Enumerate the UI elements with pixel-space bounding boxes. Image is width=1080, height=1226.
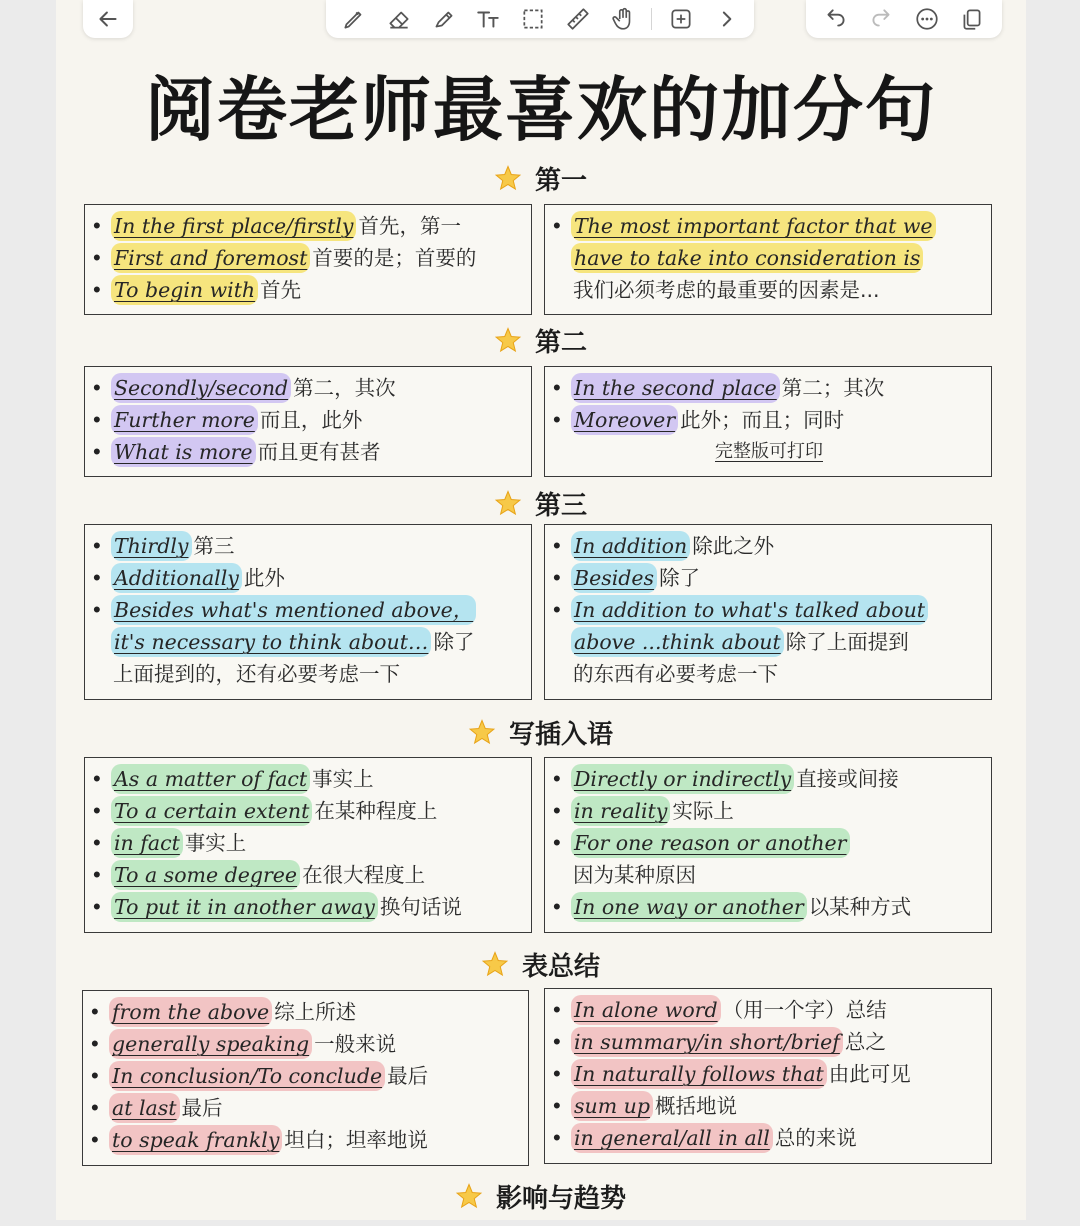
english-phrase: To put it in another away [111, 892, 378, 922]
phrase-line: • To a certain extent 在某种程度上 [93, 796, 523, 828]
phrase-line: • Thirdly 第三 [93, 531, 523, 563]
english-phrase: In the second place [571, 373, 780, 403]
phrase-line: • to speak frankly 坦白；坦率地说 [91, 1125, 520, 1157]
english-phrase: Thirdly [111, 531, 192, 561]
chinese-meaning: 首先，第一 [358, 214, 461, 238]
chinese-meaning: 此外；而且；同时 [680, 408, 845, 432]
phrase-line: • In addition 除此之外 [553, 531, 983, 563]
chinese-meaning: 因为某种原因 [573, 863, 696, 887]
english-phrase: In alone word [571, 995, 721, 1025]
chinese-meaning: 首要的是；首要的 [312, 246, 477, 270]
english-phrase: it's necessary to think about… [111, 627, 431, 657]
chinese-meaning: 除了 [433, 630, 475, 654]
phrase-line: • The most important factor that we [553, 211, 983, 243]
section-heading [0, 946, 1080, 983]
chinese-meaning: 而且，此外 [259, 408, 363, 432]
chinese-meaning: 总的来说 [774, 1126, 857, 1150]
english-phrase: To a some degree [111, 860, 300, 890]
phrase-box [544, 988, 992, 1164]
section-heading [0, 160, 1080, 197]
english-phrase: Further more [111, 405, 258, 435]
undo-icon[interactable] [820, 3, 852, 35]
phrase-line: • As a matter of fact 事实上 [93, 764, 523, 796]
phrase-line [553, 860, 983, 892]
chinese-meaning: 事实上 [184, 831, 247, 855]
phrase-line: • in reality 实际上 [553, 796, 983, 828]
english-phrase: above ...think about [571, 627, 784, 657]
eraser-icon[interactable] [383, 3, 415, 35]
phrase-box [82, 990, 529, 1166]
phrase-line: • generally speaking 一般来说 [91, 1029, 520, 1061]
chinese-meaning: 在某种程度上 [314, 799, 438, 823]
english-phrase: To a certain extent [111, 796, 312, 826]
english-phrase: First and foremost [111, 243, 310, 273]
chinese-meaning: 第二；其次 [781, 376, 885, 400]
section-heading [0, 322, 1080, 359]
english-phrase: generally speaking [109, 1029, 312, 1059]
phrase-line [553, 243, 983, 275]
section-title: 写插入语 [508, 720, 613, 750]
phrase-line: • in fact 事实上 [93, 828, 523, 860]
phrase-line: • For one reason or another [553, 828, 983, 860]
arrow-left-icon[interactable] [92, 3, 124, 35]
english-phrase: In conclusion/To conclude [109, 1061, 385, 1091]
page-title: 阅卷老师最喜欢的加分句 [145, 69, 937, 151]
phrase-line: • Directly or indirectly 直接或间接 [553, 764, 983, 796]
phrase-line: • Besides what's mentioned above， [93, 595, 523, 627]
phrase-box [84, 366, 532, 477]
section-title: 第二 [534, 328, 587, 358]
star-icon [454, 1182, 484, 1212]
phrase-line: • In addition to what's talked about [553, 595, 983, 627]
redo-icon[interactable] [865, 3, 897, 35]
print-note-text: 完整版可打印 [715, 441, 823, 462]
chinese-meaning: 直接或间接 [796, 767, 899, 791]
lasso-icon[interactable] [517, 3, 549, 35]
pen-icon[interactable] [338, 3, 370, 35]
english-phrase: The most important factor that we [571, 211, 936, 241]
phrase-line [93, 627, 523, 659]
sticker-icon[interactable] [665, 3, 697, 35]
english-phrase: In the first place/firstly [111, 211, 356, 241]
section-title: 表总结 [521, 952, 600, 982]
text-icon[interactable] [472, 3, 504, 35]
english-phrase: What is more [111, 437, 256, 467]
chinese-meaning: 的东西有必要考虑一下 [573, 662, 778, 686]
copy-icon[interactable] [956, 3, 988, 35]
chinese-meaning: 除了 [659, 566, 701, 590]
actions-toolbar [806, 0, 1002, 38]
english-phrase: Secondly/second [111, 373, 291, 403]
chinese-meaning: 第三 [193, 534, 235, 558]
phrase-box [84, 524, 532, 700]
chevron-right-icon[interactable] [710, 3, 742, 35]
highlighter-icon[interactable] [428, 3, 460, 35]
phrase-line: • in general/all in all 总的来说 [553, 1123, 983, 1155]
chinese-meaning: 由此可见 [828, 1062, 911, 1086]
star-icon [493, 164, 523, 194]
chinese-meaning: 除了上面提到 [785, 630, 909, 654]
phrase-line: • To a some degree 在很大程度上 [93, 860, 523, 892]
phrase-line: • In alone word （用一个字）总结 [553, 995, 983, 1027]
chinese-meaning: 以某种方式 [808, 895, 912, 919]
hand-pointer-icon[interactable] [607, 3, 639, 35]
phrase-line: • In naturally follows that 由此可见 [553, 1059, 983, 1091]
english-phrase: in general/all in all [571, 1123, 773, 1153]
section-title: 第一 [534, 166, 587, 196]
phrase-line [553, 275, 983, 307]
english-phrase: sum up [571, 1091, 653, 1121]
chinese-meaning: 而且更有甚者 [257, 440, 381, 464]
star-icon [493, 489, 523, 519]
ruler-icon[interactable] [562, 3, 594, 35]
phrase-line: • Moreover 此外；而且；同时 [553, 405, 983, 437]
star-icon [480, 950, 510, 980]
phrase-line: • First and foremost 首要的是；首要的 [93, 243, 523, 275]
phrase-line [553, 627, 983, 659]
phrase-line: • in summary/in short/brief 总之 [553, 1027, 983, 1059]
chinese-meaning: 坦白；坦率地说 [284, 1128, 428, 1152]
print-note [553, 437, 983, 469]
chinese-meaning: 概括地说 [655, 1094, 738, 1118]
english-phrase: in reality [571, 796, 670, 826]
phrase-line: • In the first place/firstly 首先，第一 [93, 211, 523, 243]
english-phrase: Besides [571, 563, 657, 593]
phrase-box [544, 757, 992, 933]
english-phrase: In addition [571, 531, 690, 561]
chinese-meaning: 上面提到的，还有必要考虑一下 [113, 662, 400, 686]
english-phrase: from the above [109, 997, 272, 1027]
chinese-meaning: 一般来说 [314, 1032, 397, 1056]
phrase-line: • from the above 综上所述 [91, 997, 520, 1029]
star-icon [493, 326, 523, 356]
star-icon [467, 718, 497, 748]
chinese-meaning: 首先 [260, 278, 302, 302]
phrase-line: • In one way or another 以某种方式 [553, 892, 983, 924]
phrase-line: • What is more 而且更有甚者 [93, 437, 523, 469]
english-phrase: have to take into consideration is [571, 243, 923, 273]
phrase-line: • at last 最后 [91, 1093, 520, 1125]
english-phrase: Additionally [111, 563, 242, 593]
section-title: 第三 [534, 491, 587, 521]
english-phrase: In naturally follows that [571, 1059, 827, 1089]
chinese-meaning: 第二，其次 [293, 376, 396, 400]
section-heading [0, 485, 1080, 522]
phrase-box [544, 524, 992, 700]
chinese-meaning: 除此之外 [692, 534, 775, 558]
phrase-line: • Besides 除了 [553, 563, 983, 595]
english-phrase: To begin with [111, 275, 258, 305]
section-title: 影响与趋势 [495, 1184, 626, 1214]
english-phrase: For one reason or another [571, 828, 850, 858]
chinese-meaning: 总之 [844, 1030, 886, 1054]
chinese-meaning: 我们必须考虑的最重要的因素是... [573, 278, 880, 302]
english-phrase: to speak frankly [109, 1125, 282, 1155]
english-phrase: in summary/in short/brief [571, 1027, 843, 1057]
chinese-meaning: 换句话说 [379, 895, 462, 919]
tools-toolbar [326, 0, 754, 38]
phrase-line: • To begin with 首先 [93, 275, 523, 307]
phrase-line: • sum up 概括地说 [553, 1091, 983, 1123]
chinese-meaning: 最后 [181, 1096, 223, 1120]
english-phrase: As a matter of fact [111, 764, 310, 794]
phrase-box [84, 757, 532, 933]
english-phrase: In addition to what's talked about [571, 595, 928, 625]
phrase-line: • In conclusion/To conclude 最后 [91, 1061, 520, 1093]
chinese-meaning: 综上所述 [274, 1000, 357, 1024]
chinese-meaning: 实际上 [672, 799, 734, 823]
chinese-meaning: 此外 [243, 566, 285, 590]
english-phrase: Besides what's mentioned above， [111, 595, 476, 625]
phrase-line: • To put it in another away 换句话说 [93, 892, 523, 924]
english-phrase: Directly or indirectly [571, 764, 794, 794]
back-toolbar [83, 0, 133, 38]
phrase-line [553, 659, 983, 691]
chinese-meaning: 最后 [387, 1064, 429, 1088]
phrase-box [84, 204, 532, 315]
toolbar-divider [651, 8, 652, 30]
phrase-line: • In the second place 第二；其次 [553, 373, 983, 405]
phrase-box [544, 366, 992, 477]
more-icon[interactable] [911, 3, 943, 35]
phrase-line [93, 659, 523, 691]
chinese-meaning: 在很大程度上 [302, 863, 426, 887]
english-phrase: at last [109, 1093, 180, 1123]
english-phrase: Moreover [571, 405, 678, 435]
phrase-line: • Further more 而且，此外 [93, 405, 523, 437]
phrase-line: • Additionally 此外 [93, 563, 523, 595]
chinese-meaning: 事实上 [312, 767, 374, 791]
chinese-meaning: （用一个字）总结 [722, 998, 887, 1022]
phrase-box [544, 204, 992, 315]
section-heading [0, 1178, 1080, 1215]
section-heading [0, 714, 1080, 751]
phrase-line: • Secondly/second 第二，其次 [93, 373, 523, 405]
english-phrase: In one way or another [571, 892, 807, 922]
english-phrase: in fact [111, 828, 183, 858]
